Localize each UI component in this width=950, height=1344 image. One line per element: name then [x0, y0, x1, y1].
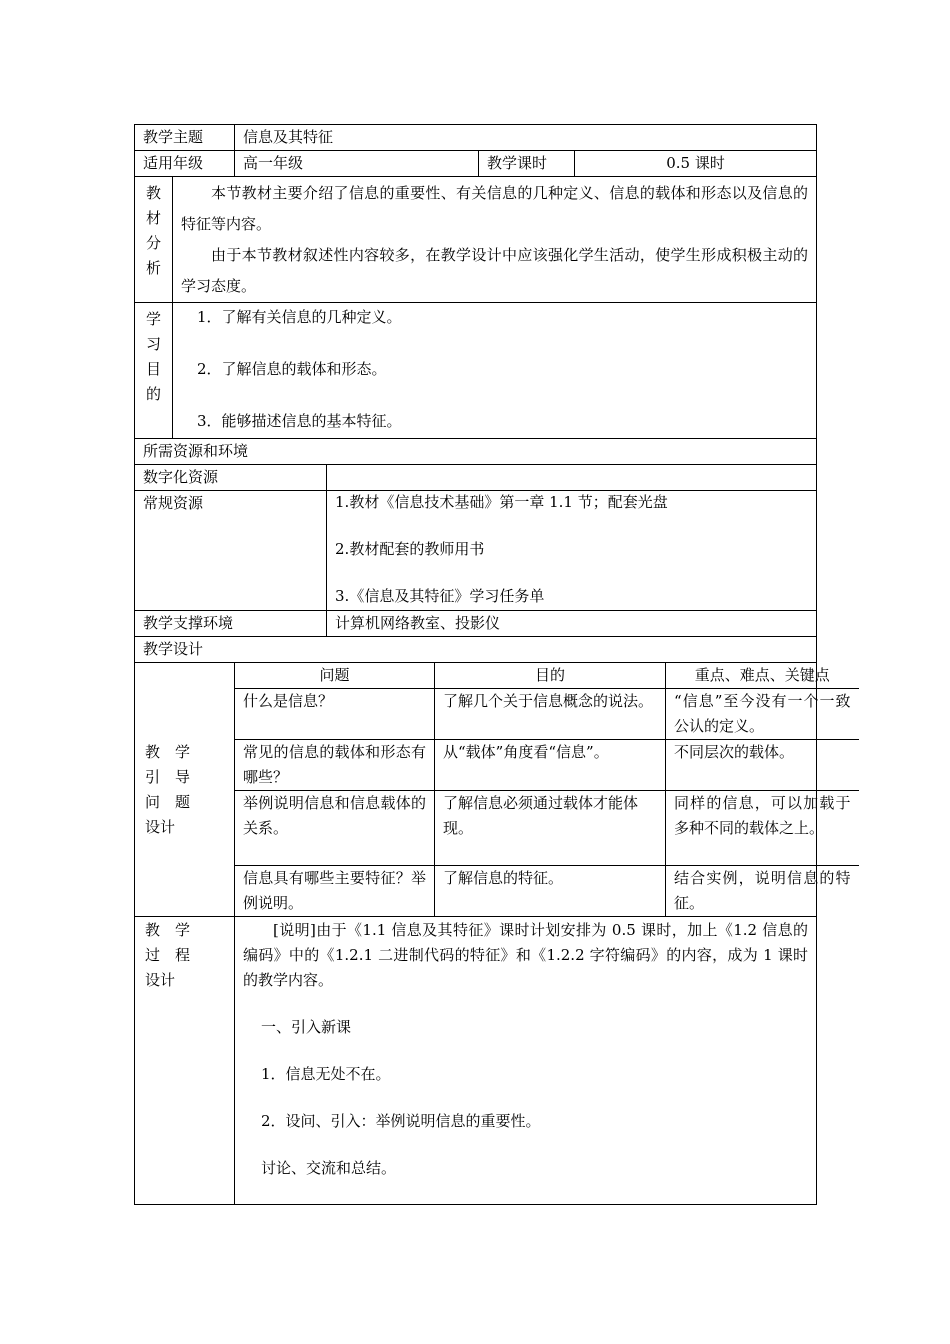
keypoint-cell: “信息”至今没有一个一致公认的定义。	[666, 689, 859, 740]
column-header-keypoints: 重点、难点、关键点	[666, 663, 859, 689]
keypoint-cell: 不同层次的载体。	[666, 740, 859, 791]
grade-label: 适用年级	[135, 151, 235, 177]
guide-row	[235, 689, 859, 740]
purpose-cell: 从“载体”角度看“信息”。	[435, 740, 666, 791]
regular-resource-item: 3.《信息及其特征》学习任务单	[335, 587, 545, 605]
objectives-label-char: 习	[145, 335, 161, 353]
guide-questions-cell	[235, 663, 851, 917]
resources-title-row	[135, 439, 817, 465]
environment-label: 教学支撑环境	[135, 611, 327, 637]
environment-row	[135, 611, 817, 637]
column-header-question: 问题	[235, 663, 435, 689]
objectives-label-char: 学	[145, 310, 161, 328]
grade-row	[135, 151, 817, 177]
design-title: 教学设计	[135, 637, 817, 663]
analysis-label-char: 分	[145, 234, 161, 252]
guide-questions-table	[234, 663, 859, 916]
purpose-cell: 了解几个关于信息概念的说法。	[435, 689, 666, 740]
hours-value: 0.5 课时	[575, 151, 817, 177]
topic-row	[135, 125, 817, 151]
objectives-content	[173, 303, 817, 439]
process-step: 2．设问、引入：举例说明信息的重要性。	[261, 1112, 541, 1130]
lesson-plan-table	[134, 124, 851, 1205]
regular-resource-item: 1.教材《信息技术基础》第一章 1.1 节；配套光盘	[335, 493, 668, 511]
resources-title: 所需资源和环境	[135, 439, 817, 465]
question-cell: 什么是信息？	[235, 689, 435, 740]
question-cell: 举例说明信息和信息载体的关系。	[235, 791, 435, 866]
keypoint-cell: 同样的信息，可以加载于多种不同的载体之上。	[666, 791, 859, 866]
regular-resources-label: 常规资源	[135, 491, 327, 611]
analysis-label-char: 材	[145, 209, 161, 227]
objectives-label	[135, 303, 173, 439]
topic-label: 教学主题	[135, 125, 235, 151]
analysis-label	[135, 177, 173, 303]
design-title-row	[135, 637, 817, 663]
question-cell: 信息具有哪些主要特征？举例说明。	[235, 866, 435, 917]
objectives-row	[135, 303, 817, 439]
analysis-label-char: 析	[145, 259, 161, 277]
keypoint-cell: 结合实例，说明信息的特征。	[666, 866, 859, 917]
guide-row	[235, 740, 859, 791]
process-step: 讨论、交流和总结。	[261, 1159, 397, 1177]
analysis-label-char: 教	[145, 184, 161, 202]
process-label-line: 教 学	[145, 921, 191, 939]
objective-item: 2．了解信息的载体和形态。	[197, 360, 387, 378]
guide-row	[235, 866, 859, 917]
hours-label: 教学课时	[479, 151, 575, 177]
objective-item: 3．能够描述信息的基本特征。	[197, 412, 402, 430]
process-step: 1．信息无处不在。	[261, 1065, 391, 1083]
process-row	[135, 917, 817, 1205]
question-cell: 常见的信息的载体和形态有哪些？	[235, 740, 435, 791]
process-label-line: 过 程	[145, 946, 191, 964]
process-content	[235, 917, 817, 1205]
guide-header-row	[235, 663, 859, 689]
analysis-row	[135, 177, 817, 303]
topic-value: 信息及其特征	[235, 125, 817, 151]
regular-resource-item: 2.教材配套的教师用书	[335, 540, 485, 558]
guide-label-line: 问 题	[145, 792, 191, 811]
guide-questions-row	[135, 663, 817, 917]
process-label	[135, 917, 235, 1205]
regular-resources-content	[327, 491, 817, 611]
analysis-content	[173, 177, 817, 303]
objective-item: 1．了解有关信息的几种定义。	[197, 308, 402, 326]
guide-label-line: 教 学	[145, 742, 191, 761]
objectives-label-char: 的	[145, 385, 161, 403]
process-label-line: 设计	[145, 971, 176, 989]
guide-row	[235, 791, 859, 866]
grade-value: 高一年级	[235, 151, 479, 177]
guide-label	[135, 663, 235, 917]
purpose-cell: 了解信息的特征。	[435, 866, 666, 917]
analysis-paragraph-1: 本节教材主要介绍了信息的重要性、有关信息的几种定义、信息的载体和形态以及信息的特征等内容。	[181, 184, 809, 233]
digital-resources-label: 数字化资源	[135, 465, 327, 491]
guide-label-line: 引 导	[145, 767, 191, 786]
objectives-label-char: 目	[145, 360, 161, 378]
process-note: [说明]由于《1.1 信息及其特征》课时计划安排为 0.5 课时，加上《1.2 信息的编码》中的《1.2.1 二进制代码的特征》和《1.2.2 字符编码》的内容，成为 1 课时的教学内容。	[243, 921, 809, 989]
purpose-cell: 了解信息必须通过载体才能体现。	[435, 791, 666, 866]
environment-value: 计算机网络教室、投影仪	[327, 611, 817, 637]
column-header-purpose: 目的	[435, 663, 666, 689]
process-section-heading: 一、引入新课	[261, 1018, 352, 1036]
digital-resources-value	[327, 465, 817, 491]
guide-label-line: 设计	[145, 817, 176, 836]
analysis-paragraph-2: 由于本节教材叙述性内容较多，在教学设计中应该强化学生活动，使学生形成积极主动的学习态度。	[181, 246, 809, 295]
digital-resources-row	[135, 465, 817, 491]
lesson-plan	[134, 124, 851, 1205]
regular-resources-row	[135, 491, 817, 611]
